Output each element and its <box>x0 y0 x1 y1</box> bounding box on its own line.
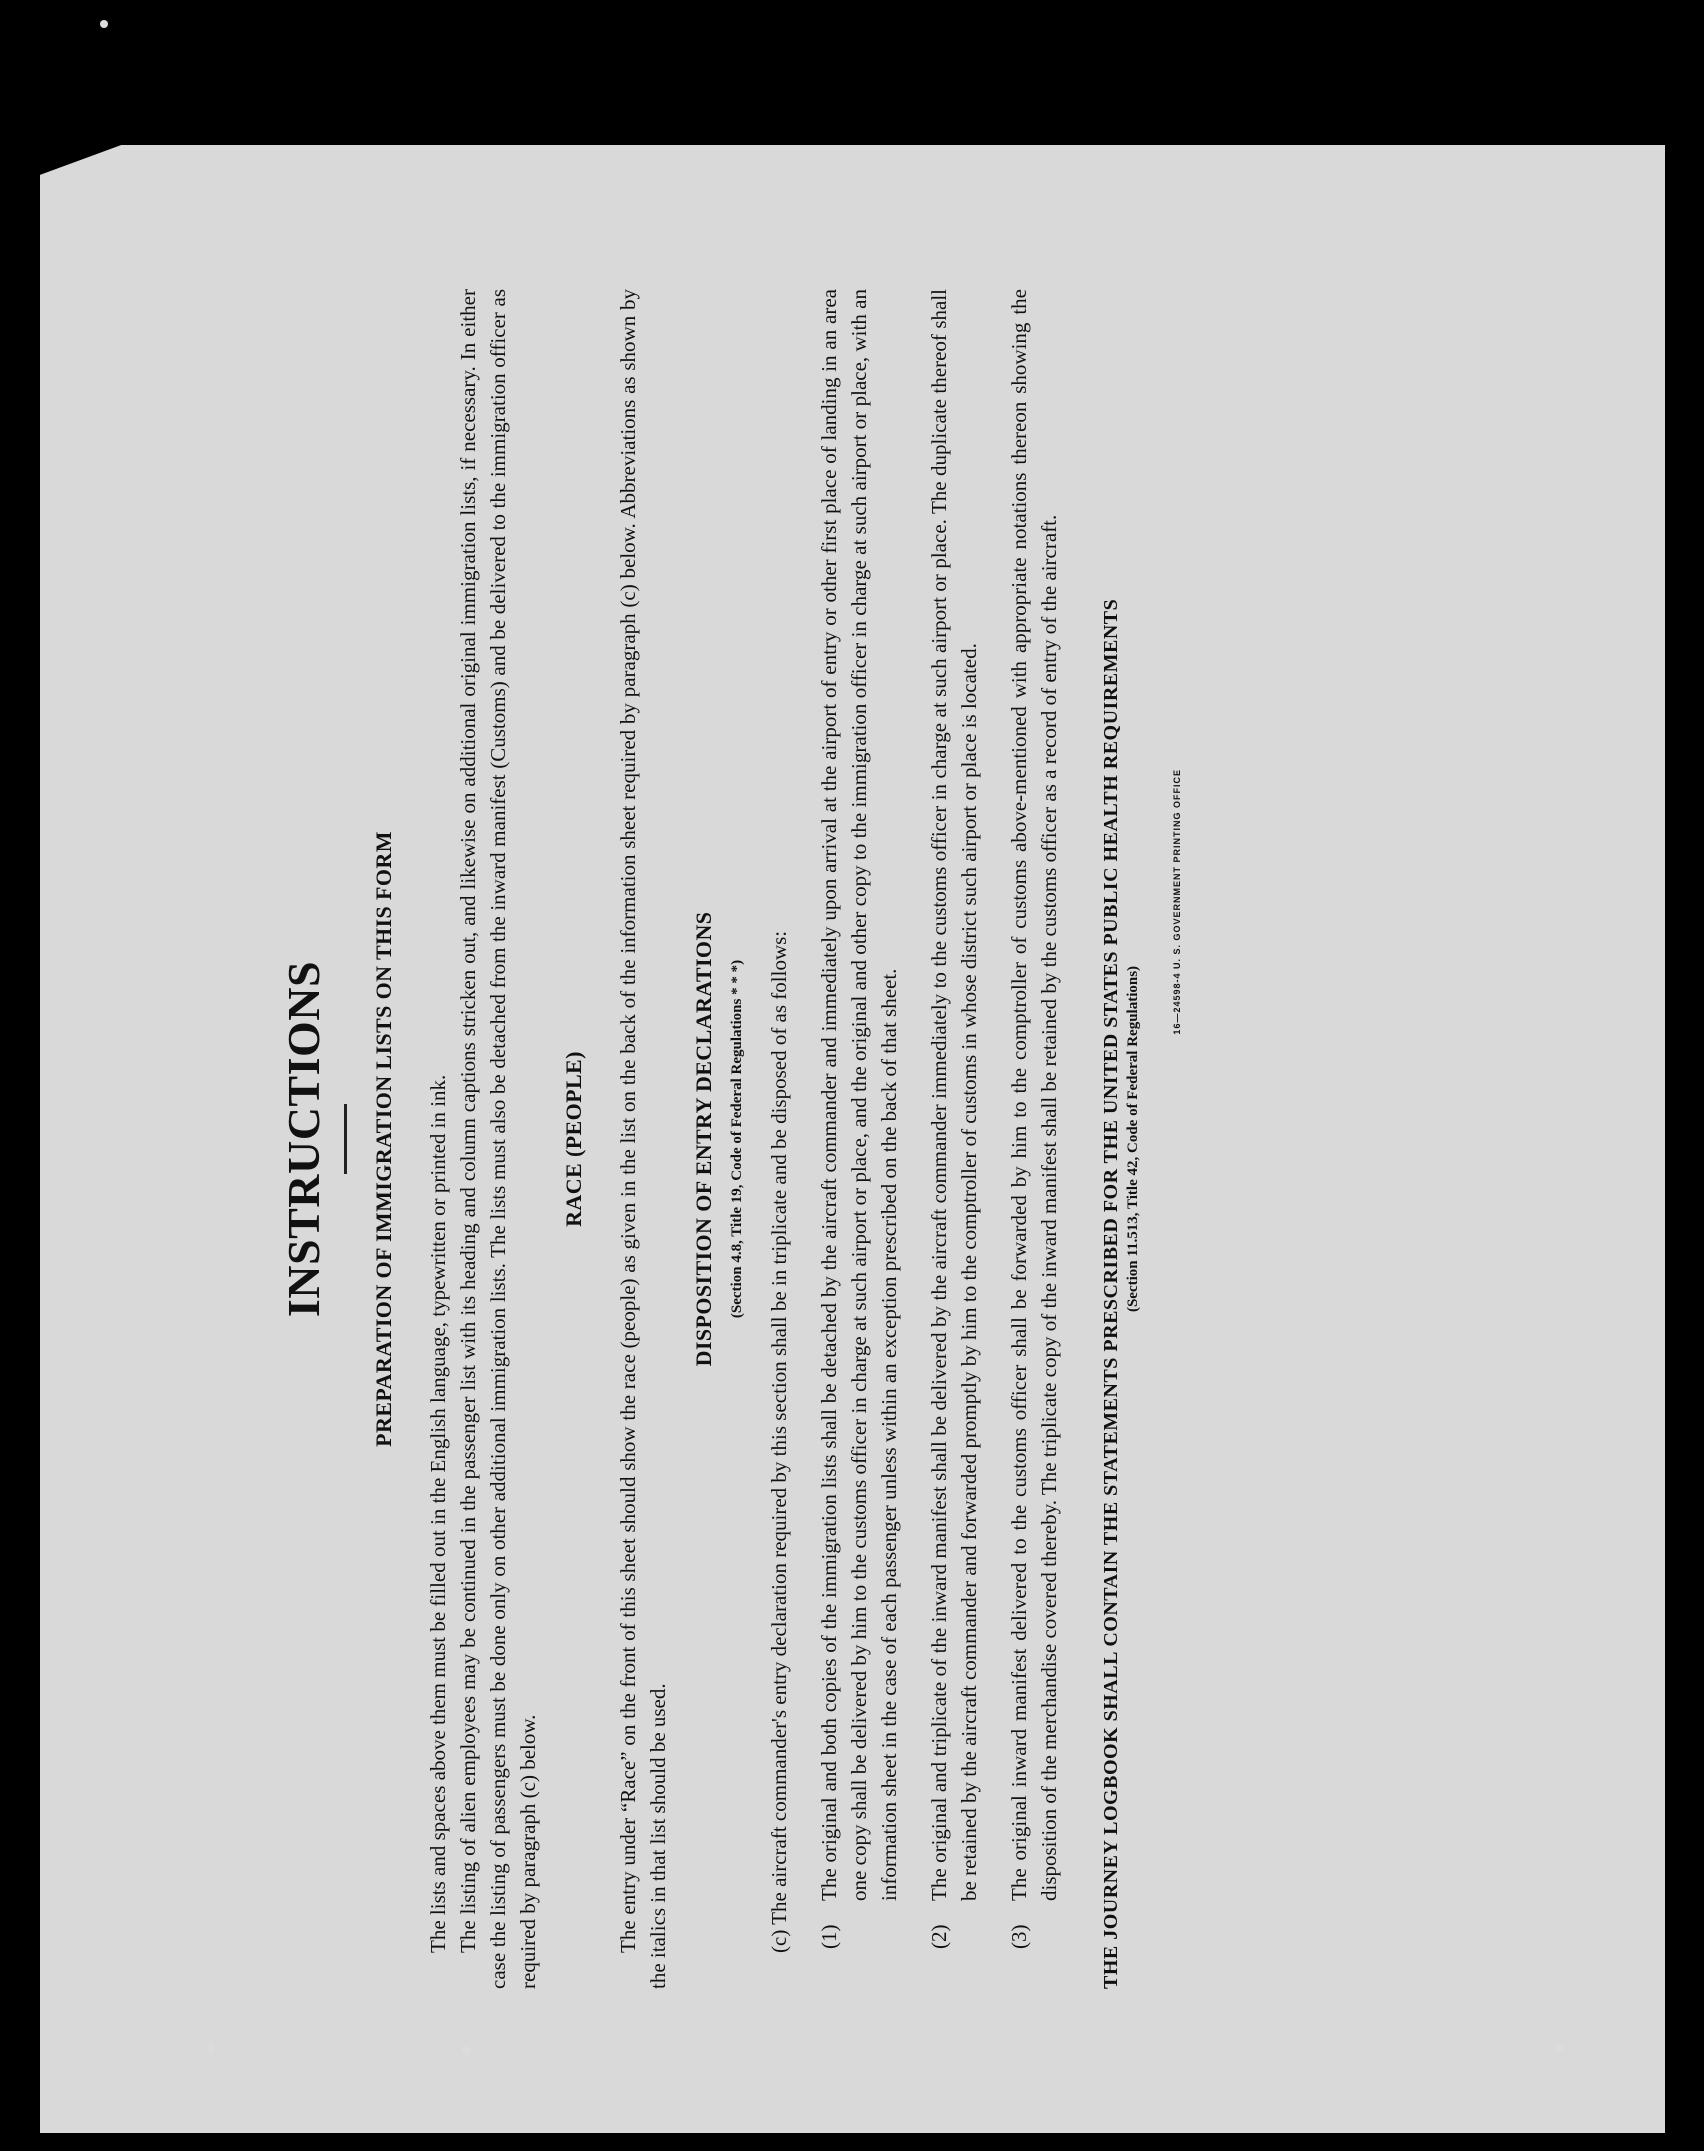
list-item-text: The original and triplicate of the inward manifest shall be delivered by the aircraft commander immediately to the customs officer in charge at such airport or place. The duplicate thereof shall be retained by the aircraft commander and forwarded promptly by him to the comptroller of customs in whose district such airport or place is located. <box>927 289 981 1901</box>
paragraph-race: The entry under “Race” on the front of this sheet should show the race (people) as given in the list on the back of the information sheet required by paragraph (c) below. Abbreviations as shown by the italics in that list should be used. <box>616 289 670 1989</box>
list-item-text: The original inward manifest delivered to the customs officer shall be forwarded by him to the comptroller of customs above-mentioned with appropriate notations thereon showing the disposition of the merchandise covered thereby. The triplicate copy of the inward manifest shall be retained by the customs officer as a record of entry of the aircraft. <box>1007 289 1061 1901</box>
section-heading-disposition: DISPOSITION OF ENTRY DECLARATIONS <box>691 911 716 1367</box>
title-divider <box>344 1104 347 1174</box>
printer-imprint: 16—24598-4 U. S. GOVERNMENT PRINTING OFFICE <box>1172 769 1182 1035</box>
paragraph-entry-declaration: (c) The aircraft commander's entry declaration required by this section shall be in triplicate and be disposed of as follows: <box>767 930 791 1953</box>
list-item <box>814 289 904 1989</box>
logbook-citation: (Section 11.513, Title 42, Code of Federal Regulations) <box>1125 965 1141 1313</box>
paragraph-lists-spaces: The lists and spaces above them must be filled out in the English language, typewritten or printed in ink. <box>426 1074 450 1953</box>
list-item-text: The original and both copies of the immigration lists shall be detached by the aircraft commander and immediately upon arrival at the airport of entry or other first place of landing in an area one copy shall be delivered by him to the customs officer in charge at such airport or place, and the original and other copy to the immigration officer in charge at such airport or place, with an information sheet in the case of each passenger unless within an exception prescribed on the back of that sheet. <box>817 289 901 1901</box>
punch-hole <box>100 20 108 28</box>
list-item <box>1004 289 1064 1989</box>
logbook-requirement: THE JOURNEY LOGBOOK SHALL CONTAIN THE STATEMENTS PRESCRIBED FOR THE UNITED STATES PUBLIC HEALTH REQUIREMENTS <box>1100 598 1122 1989</box>
list-item <box>924 289 984 1989</box>
punch-hole <box>207 2044 215 2052</box>
section-heading-preparation: PREPARATION OF IMMIGRATION LISTS ON THIS FORM <box>371 831 396 1447</box>
list-item-number: (3) <box>1007 1924 1031 1949</box>
list-item-number: (2) <box>927 1924 951 1949</box>
punch-hole <box>1555 2044 1563 2052</box>
list-item-number: (1) <box>817 1924 841 1949</box>
page-title: INSTRUCTIONS <box>278 960 329 1318</box>
section-citation: (Section 4.8, Title 19, Code of Federal Regulations * * *) <box>729 959 745 1319</box>
section-heading-race: RACE (PEOPLE) <box>561 1051 586 1227</box>
rotated-document-content <box>272 249 1352 2029</box>
punch-hole <box>462 2046 470 2054</box>
paragraph-alien-employees: The listing of alien employees may be continued in the passenger list with its heading and column captions stricken out, and likewise on additional original immigration lists, if necessary. In either case the listing of passengers must be done only on other additional immigration lists. The lists must also be detached from the inward manifest (Customs) and be delivered to the immigration officer as required by paragraph (c) below. <box>456 289 540 1989</box>
